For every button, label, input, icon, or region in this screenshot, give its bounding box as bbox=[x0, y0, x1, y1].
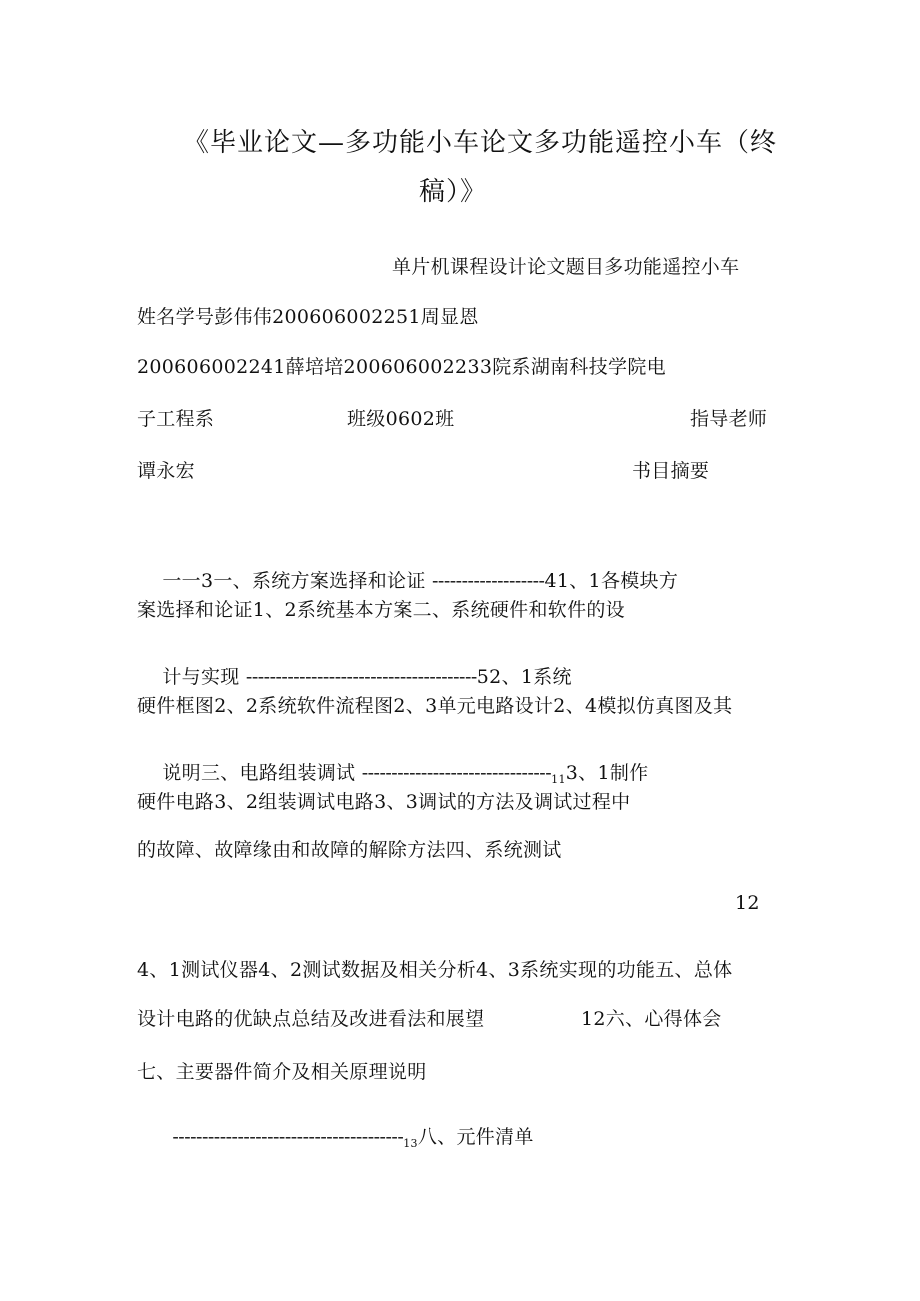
cover-names: 姓名学号彭伟伟200606002251周显恩 bbox=[137, 306, 479, 328]
document-title-line-1: 《毕业论文—多功能小车论文多功能遥控小车（终 bbox=[183, 128, 778, 158]
cover-class: 班级0602班 bbox=[347, 408, 455, 430]
toc-text: 3、1制作 bbox=[565, 762, 649, 784]
toc-text: 说明三、电路组装调试 bbox=[162, 762, 362, 784]
cover-advisor-label: 指导老师 bbox=[690, 408, 768, 430]
toc-leader: ------------------- bbox=[432, 570, 545, 592]
toc-leader: --------------------------------------- bbox=[172, 1126, 404, 1148]
cover-subject: 单片机课程设计论文题目多功能遥控小车 bbox=[392, 256, 740, 278]
toc-text: 计与实现 bbox=[162, 666, 246, 688]
toc-text: 52、1系统 bbox=[476, 666, 572, 688]
toc-line: 七、主要器件简介及相关原理说明 bbox=[137, 1061, 427, 1083]
toc-leader: --------------------------------------- bbox=[245, 666, 477, 688]
toc-line bbox=[147, 1109, 534, 1166]
toc-text: 41、1各模块方 bbox=[544, 570, 679, 592]
toc-text: 一一3一、系统方案选择和论证 bbox=[162, 570, 432, 592]
toc-line: 4、1测试仪器4、2测试数据及相关分析4、3系统实现的功能五、总体 bbox=[137, 959, 733, 981]
toc-page-number: 11 bbox=[551, 773, 566, 786]
cover-department: 子工程系 bbox=[137, 408, 215, 430]
cover-advisor-name: 谭永宏 bbox=[137, 460, 195, 482]
toc-page-number: 13 bbox=[403, 1137, 418, 1150]
toc-line: 设计电路的优缺点总结及改进看法和展望 bbox=[137, 1008, 485, 1030]
cover-ids-department: 200606002241薛培培200606002233院系湖南科技学院电 bbox=[137, 356, 666, 378]
toc-line: 硬件框图2、2系统软件流程图2、3单元电路设计2、4模拟仿真图及其 bbox=[137, 695, 733, 717]
toc-line: 硬件电路3、2组装调试电路3、3调试的方法及调试过程中 bbox=[137, 791, 631, 813]
toc-line: 案选择和论证1、2系统基本方案二、系统硬件和软件的设 bbox=[137, 599, 625, 621]
toc-line: 12六、心得体会 bbox=[581, 1008, 722, 1030]
toc-leader: -------------------------------- bbox=[361, 762, 552, 784]
toc-line: 的故障、故障缘由和故障的解除方法四、系统测试 bbox=[137, 839, 562, 861]
toc-abstract-heading: 书目摘要 bbox=[632, 460, 710, 482]
toc-text: 八、元件清单 bbox=[417, 1126, 534, 1148]
document-title-line-2: 稿）》 bbox=[419, 177, 488, 207]
toc-page-number: 12 bbox=[735, 892, 760, 914]
